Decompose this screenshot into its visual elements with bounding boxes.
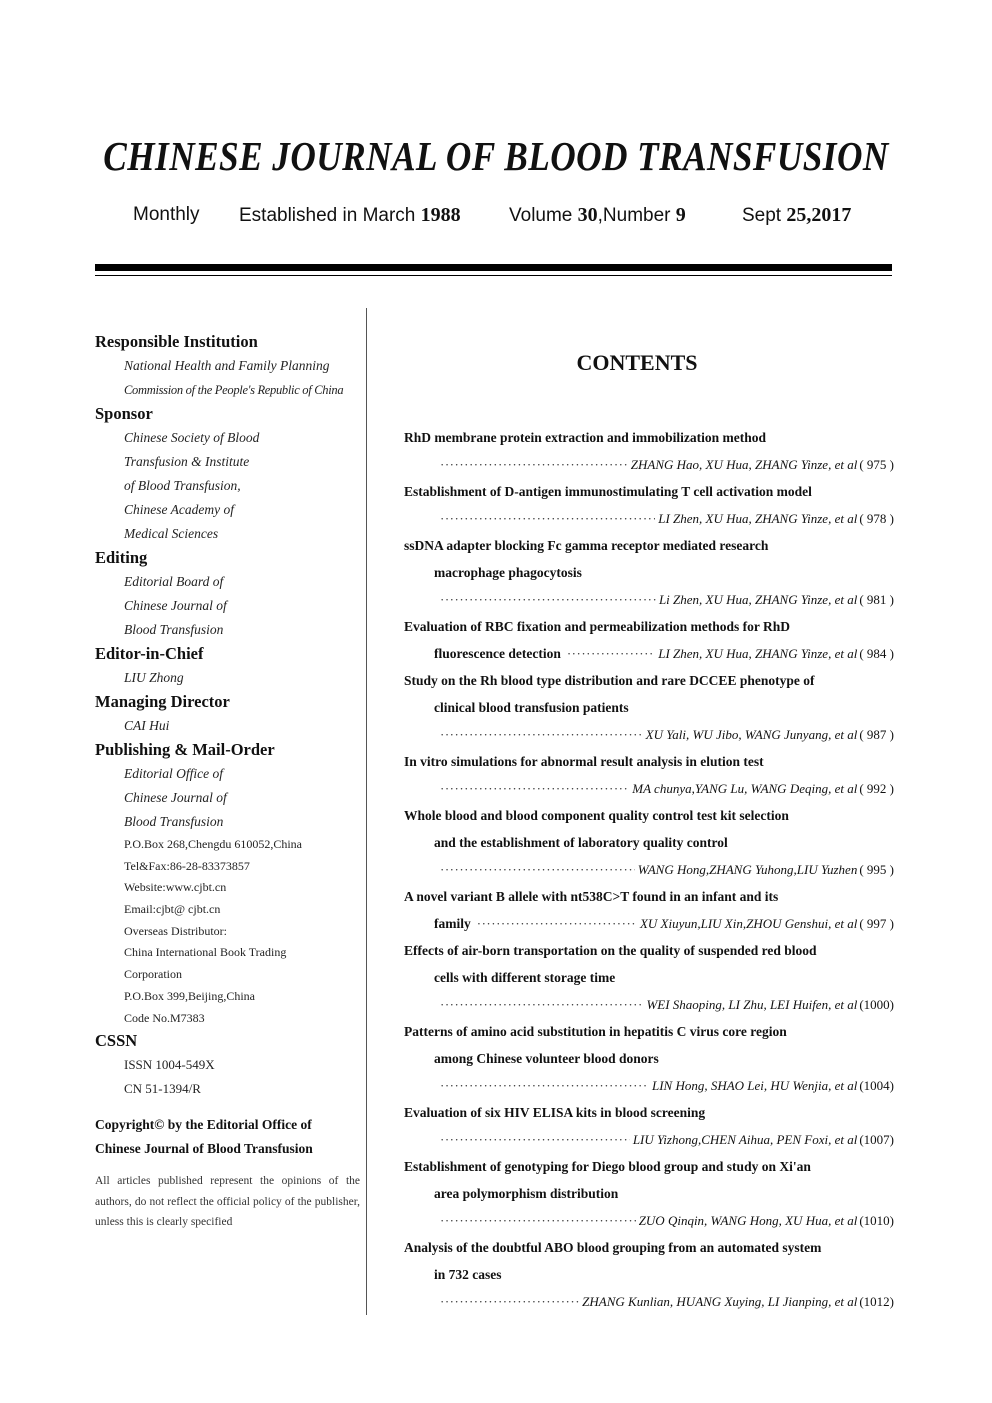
entry-authors: WEI Shaoping, LI Zhu, LEI Huifen, et al — [646, 997, 858, 1012]
leader-dots — [440, 1207, 636, 1234]
entry-author-line — [404, 586, 894, 613]
sidebar-line: National Health and Family Planning — [124, 358, 330, 373]
entry-title-continuation — [404, 1288, 434, 1315]
entry-title-continuation — [404, 721, 434, 748]
sidebar-line: CN 51-1394/R — [124, 1081, 201, 1097]
sidebar-line: Tel&Fax:86-28-83373857 — [124, 858, 250, 873]
sidebar-line: Email:cjbt@ cjbt.cn — [124, 902, 221, 917]
editing-heading: Editing — [95, 548, 148, 567]
contents-heading: CONTENTS — [576, 350, 698, 375]
contents-entry — [404, 883, 894, 937]
header-rule-thin — [95, 275, 892, 276]
entry-title-line: Establishment of genotyping for Diego blood group and study on Xi'an — [404, 1159, 811, 1174]
leader-dots — [440, 586, 656, 613]
sponsor-heading: Sponsor — [95, 404, 153, 423]
copyright-line: Chinese Journal of Blood Transfusion — [95, 1141, 313, 1157]
entry-author-line — [404, 505, 894, 532]
sidebar-line: Transfusion & Institute — [124, 454, 250, 469]
masthead-sidebar — [95, 330, 360, 1233]
entry-title-continuation — [404, 1207, 434, 1234]
entry-authors: XU Yali, WU Jibo, WANG Junyang, et al — [645, 727, 858, 742]
sidebar-line: of Blood Transfusion, — [124, 478, 241, 493]
contents-entry — [404, 478, 894, 532]
entry-title-line: In vitro simulations for abnormal result analysis in elution test — [404, 754, 764, 769]
entry-authors: Li Zhen, XU Hua, ZHANG Yinze, et al — [658, 592, 858, 607]
leader-dots — [440, 721, 643, 748]
sidebar-line: Corporation — [124, 967, 182, 982]
entry-authors: ZUO Qinqin, WANG Hong, XU Hua, et al — [638, 1213, 858, 1228]
entry-page: ( 992 ) — [859, 781, 894, 796]
editor-in-chief-heading: Editor-in-Chief — [95, 644, 204, 663]
entry-author-line — [404, 451, 894, 478]
copyright-notice — [95, 1113, 360, 1161]
contents-entry — [404, 1234, 894, 1315]
sidebar-line: Chinese Academy of — [124, 502, 234, 517]
entry-title-line: in 732 cases — [434, 1267, 502, 1282]
entry-author-line — [404, 991, 894, 1018]
entry-author-line — [404, 1288, 894, 1315]
managing-director-heading: Managing Director — [95, 692, 230, 711]
leader-dots — [440, 856, 635, 883]
header-rule-thick — [95, 264, 892, 271]
leader-dots — [567, 640, 655, 667]
number-value: 9 — [675, 204, 686, 226]
leader-dots — [440, 1072, 649, 1099]
volume-value: 30 — [577, 204, 598, 226]
entry-page: ( 995 ) — [859, 862, 894, 877]
contents-entry — [404, 802, 894, 883]
entry-title-continuation — [404, 1126, 434, 1153]
entry-author-line — [404, 775, 894, 802]
entry-authors: LI Zhen, XU Hua, ZHANG Yinze, et al — [658, 646, 858, 661]
entry-page: ( 975 ) — [859, 457, 894, 472]
masthead-line — [133, 204, 873, 232]
entry-title-line: among Chinese volunteer blood donors — [434, 1051, 659, 1066]
established-label: Established in March 1988 — [239, 204, 461, 226]
entry-authors: WANG Hong,ZHANG Yuhong,LIU Yuzhen — [637, 862, 858, 877]
copyright-line: Copyright© by the Editorial Office of — [95, 1117, 312, 1133]
contents-entry — [404, 1153, 894, 1234]
entry-page: ( 984 ) — [859, 646, 894, 661]
contents-entry — [404, 748, 894, 802]
sidebar-line: Overseas Distributor: — [124, 923, 227, 938]
entry-authors: LI Zhen, XU Hua, ZHANG Yinze, et al — [658, 511, 858, 526]
sidebar-line: China International Book Trading — [124, 945, 287, 960]
entry-authors: ZHANG Kunlian, HUANG Xuying, LI Jianping, et al — [582, 1294, 858, 1309]
entry-page: ( 987 ) — [859, 727, 894, 742]
entry-title-continuation — [404, 505, 434, 532]
entry-author-line — [404, 721, 894, 748]
entry-title-line: Study on the Rh blood type distribution and rare DCCEE phenotype of — [404, 673, 815, 688]
entry-title-line: Effects of air-born transportation on the quality of suspended red blood — [404, 943, 817, 958]
sidebar-line: Website:www.cjbt.cn — [124, 880, 227, 895]
sidebar-line: ISSN 1004-549X — [124, 1057, 215, 1073]
sidebar-line: Editorial Board of — [124, 574, 224, 589]
sidebar-line: Code No.M7383 — [124, 1010, 205, 1025]
sidebar-line: LIU Zhong — [124, 670, 184, 685]
entry-title-line: Whole blood and blood component quality control test kit selection — [404, 808, 789, 823]
contents-entry — [404, 1099, 894, 1153]
leader-dots — [440, 1126, 630, 1153]
entry-authors: MA chunya,YANG Lu, WANG Deqing, et al — [632, 781, 858, 796]
sidebar-line: Chinese Journal of — [124, 598, 227, 613]
cssn-heading: CSSN — [95, 1031, 138, 1051]
entry-title-line: Evaluation of six HIV ELISA kits in blood screening — [404, 1105, 706, 1120]
entry-author-line — [404, 910, 894, 937]
entry-title-line: area polymorphism distribution — [434, 1186, 619, 1201]
contents-entry — [404, 424, 894, 478]
entry-authors: ZHANG Hao, XU Hua, ZHANG Yinze, et al — [630, 457, 858, 472]
sidebar-line: CAI Hui — [124, 718, 170, 733]
leader-dots — [477, 910, 637, 937]
entry-author-line — [404, 1126, 894, 1153]
entry-title-continuation — [404, 775, 434, 802]
entry-author-line — [404, 640, 894, 667]
leader-dots — [440, 991, 643, 1018]
entry-authors: LIU Yizhong,CHEN Aihua, PEN Foxi, et al — [632, 1132, 858, 1147]
entry-title-line: A novel variant B allele with nt538C>T found in an infant and its — [404, 889, 779, 904]
entry-page: ( 981 ) — [859, 592, 894, 607]
sidebar-line: Editorial Office of — [124, 766, 223, 781]
entry-title-continuation — [404, 856, 434, 883]
contents-entry — [404, 1018, 894, 1099]
entry-title-line: Evaluation of RBC fixation and permeabilization methods for RhD — [404, 619, 791, 634]
sidebar-line: P.O.Box 399,Beijing,China — [124, 988, 256, 1003]
responsible-institution-heading: Responsible Institution — [95, 332, 258, 351]
entry-page: ( 978 ) — [859, 511, 894, 526]
entry-title-continuation — [404, 586, 434, 613]
entry-author-line — [404, 1207, 894, 1234]
journal-title: CHINESE JOURNAL OF BLOOD TRANSFUSION — [103, 133, 889, 179]
entry-authors: XU Xiuyun,LIU Xin,ZHOU Genshui, et al — [639, 916, 858, 931]
sidebar-line: Blood Transfusion — [124, 622, 224, 637]
sidebar-line: Commission of the People's Republic of China — [124, 383, 344, 397]
issue-date: Sept 25,2017 — [742, 204, 852, 226]
entry-page: (1010) — [859, 1213, 894, 1228]
entry-author-line — [404, 856, 894, 883]
sidebar-line: Medical Sciences — [124, 526, 219, 541]
contents-list — [404, 424, 894, 1315]
entry-title-line: cells with different storage time — [434, 970, 616, 985]
frequency: Monthly — [133, 204, 200, 225]
entry-title-line: Analysis of the doubtful ABO blood grouping from an automated system — [404, 1240, 822, 1255]
contents-entry — [404, 937, 894, 1018]
sidebar-line: Chinese Journal of — [124, 790, 227, 805]
entry-title-line: and the establishment of laboratory quality control — [434, 835, 728, 850]
column-divider — [366, 308, 367, 1315]
leader-dots — [440, 1288, 579, 1315]
leader-dots — [440, 505, 655, 532]
entry-page: (1012) — [859, 1294, 894, 1309]
entry-title-continuation — [404, 451, 434, 478]
volume-number: Volume 30,Number 9 — [509, 204, 686, 226]
contents-entry — [404, 532, 894, 613]
sidebar-line: Chinese Society of Blood — [124, 430, 260, 445]
entry-title-line: macrophage phagocytosis — [434, 565, 582, 580]
disclaimer: All articles published represent the opinions of the authors, do not reflect the official policy of the publisher, unless this is clearly specified — [95, 1175, 360, 1229]
publishing-heading: Publishing & Mail-Order — [95, 740, 275, 759]
established-year: 1988 — [420, 204, 461, 226]
entry-title-line: RhD membrane protein extraction and immobilization method — [404, 430, 766, 445]
entry-author-line — [404, 1072, 894, 1099]
entry-title-continuation: family — [434, 916, 471, 931]
contents-entry — [404, 613, 894, 667]
entry-authors: LIN Hong, SHAO Lei, HU Wenjia, et al — [651, 1078, 858, 1093]
entry-page: ( 997 ) — [859, 916, 894, 931]
sidebar-line: Blood Transfusion — [124, 814, 224, 829]
issue-date-value: 25,2017 — [786, 204, 852, 226]
entry-title-line: Establishment of D-antigen immunostimulating T cell activation model — [404, 484, 812, 499]
leader-dots — [440, 451, 628, 478]
contents-entry — [404, 667, 894, 748]
entry-page: (1007) — [859, 1132, 894, 1147]
leader-dots — [440, 775, 629, 802]
entry-title-continuation — [404, 1072, 434, 1099]
entry-title-continuation: fluorescence detection — [434, 646, 561, 661]
entry-title-line: clinical blood transfusion patients — [434, 700, 629, 715]
entry-title-line: Patterns of amino acid substitution in hepatitis C virus core region — [404, 1024, 787, 1039]
entry-title-line: ssDNA adapter blocking Fc gamma receptor mediated research — [404, 538, 769, 553]
sidebar-line: P.O.Box 268,Chengdu 610052,China — [124, 837, 303, 851]
entry-page: (1004) — [859, 1078, 894, 1093]
entry-title-continuation — [404, 991, 434, 1018]
entry-page: (1000) — [859, 997, 894, 1012]
